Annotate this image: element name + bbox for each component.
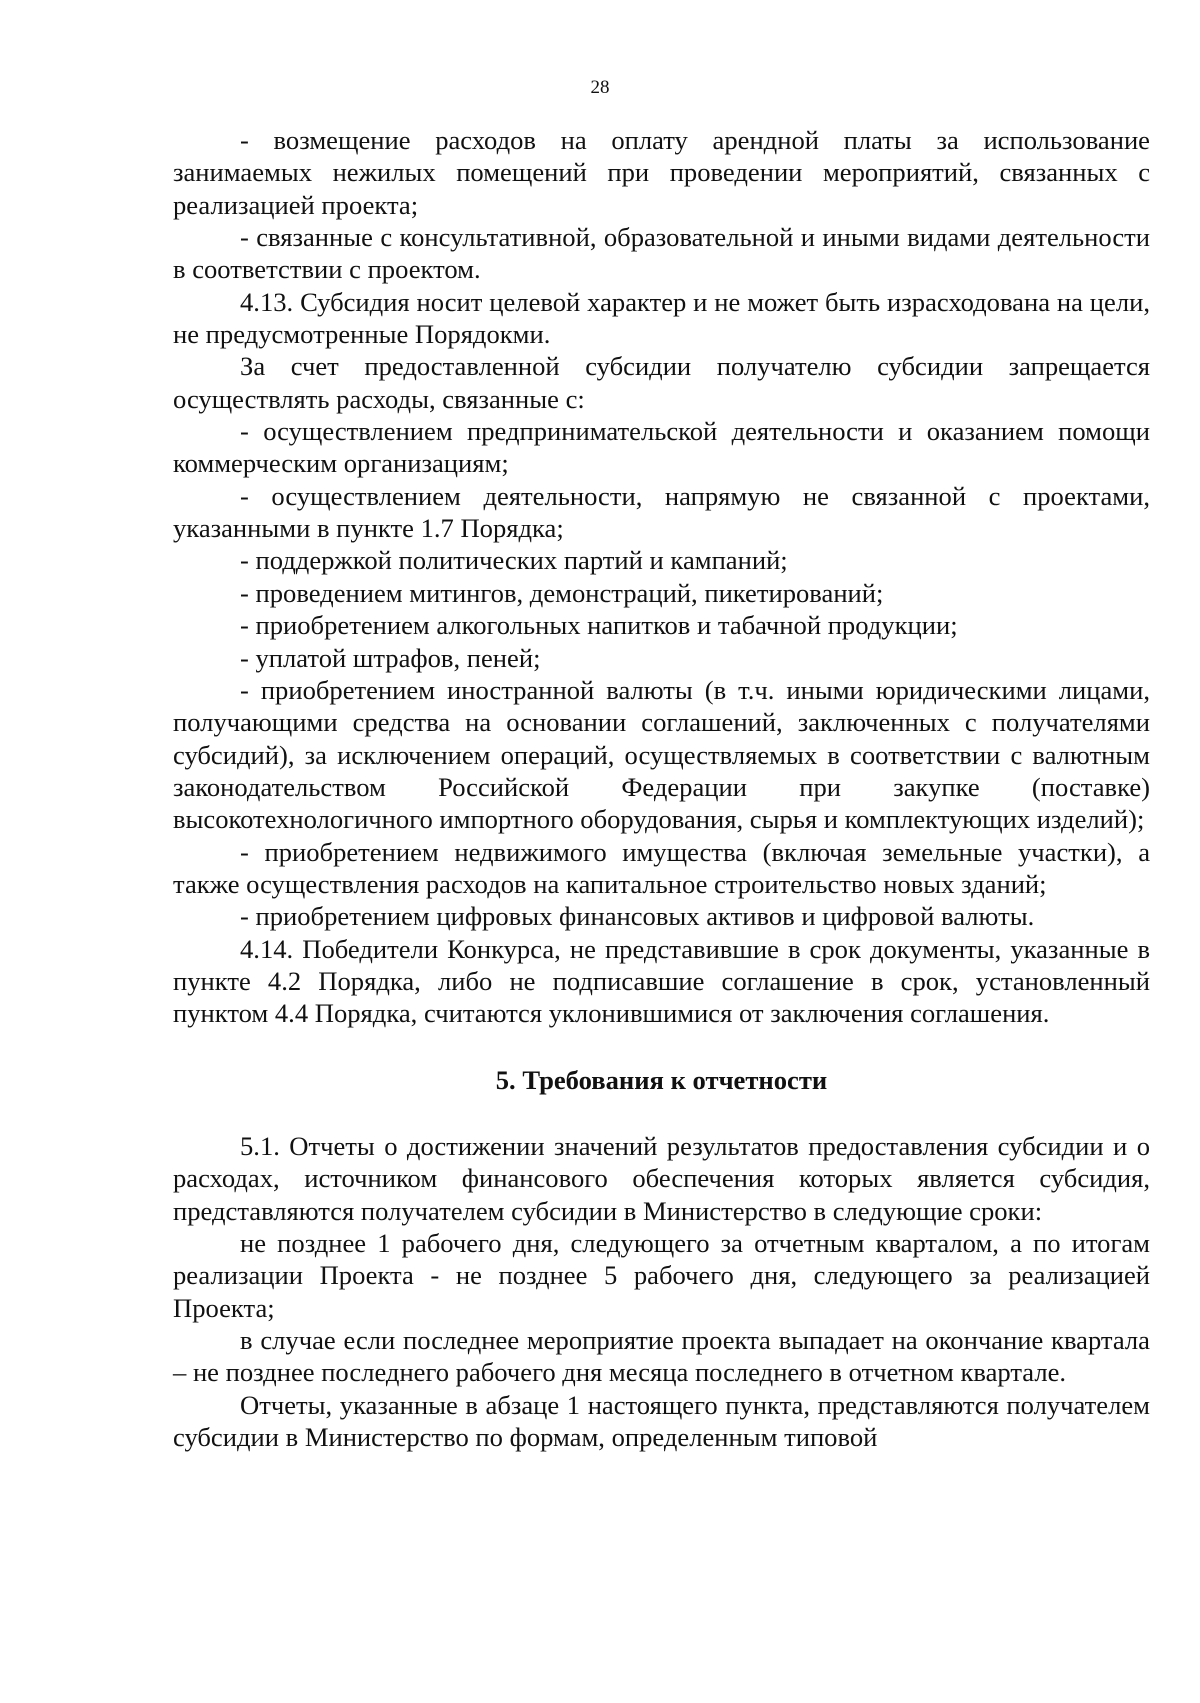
list-item-political-support: - поддержкой политических партий и кампаний; [240,545,788,576]
paragraph-report-forms: Отчеты, указанные в абзаце 1 настоящего пункта, представляются получателем субсидии в Министерство по формам, определенным типовой [173,1389,1150,1453]
paragraph-4-14: 4.14. Победители Конкурса, не представившие в срок документы, указанные в пункте 4.2 Порядка, либо не подписавшие соглашение в срок, установленный пунктом 4.4 Порядка, считаются уклонившимися от заключения соглашения. [173,933,1150,1029]
list-item-digital-assets: - приобретением цифровых финансовых активов и цифровой валюты. [240,901,1035,932]
list-item-fines: - уплатой штрафов, пеней; [240,642,541,673]
paragraph-5-1: 5.1. Отчеты о достижении значений результатов предоставления субсидии и о расходах, источником финансового обеспечения которых является субсидия, представляются получателем субсидии в Министерство в следующие сроки: [173,1130,1150,1226]
paragraph-4-13: 4.13. Субсидия носит целевой характер и не может быть израсходована на цели, не предусмотренные Порядокми. [173,286,1150,350]
list-item-alcohol-tobacco: - приобретением алкогольных напитков и табачной продукции; [240,610,958,641]
paragraph-rent-expenses: - возмещение расходов на оплату арендной платы за использование занимаемых нежилых помещений при проведении мероприятий, связанных с реализацией проекта; [173,125,1150,220]
list-item-real-estate: - приобретением недвижимого имущества (включая земельные участки), а также осуществления расходов на капитальное строительство новых зданий; [173,836,1150,899]
list-item-unrelated-activity: - осуществлением деятельности, напрямую не связанной с проектами, указанными в пункте 1.7 Порядка; [173,480,1150,544]
paragraph-quarterly-deadline: не позднее 1 рабочего дня, следующего за отчетным кварталом, а по итогам реализации Проекта - не позднее 5 рабочего дня, следующего за реализацией Проекта; [173,1228,1150,1323]
page-number: 28 [590,77,610,98]
paragraph-quarter-end-case: в случае если последнее мероприятие проекта выпадает на окончание квартала – не позднее последнего рабочего дня месяца последнего в отчетном квартале. [173,1325,1150,1388]
list-item-rallies: - проведением митингов, демонстраций, пикетирований; [240,577,884,608]
section-title: 5. Требования к отчетности [495,1064,828,1095]
paragraph-prohibited-intro: За счет предоставленной субсидии получателю субсидии запрещается осуществлять расходы, связанные с: [173,351,1150,414]
paragraph-consulting-expenses: - связанные с консультативной, образовательной и иными видами деятельности в соответствии с проектом. [173,222,1150,285]
list-item-business-activity: - осуществлением предпринимательской деятельности и оказанием помощи коммерческим организациям; [173,416,1150,479]
document-body [173,124,1150,1453]
list-item-foreign-currency: - приобретением иностранной валюты (в т.ч. иными юридическими лицами, получающими средства на основании соглашений, заключенных с получателями субсидий), за исключением операций, осуществляемых в соответствии с валютным законодательством Российской Федерации при закупке (поставке) высокотехнологичного импортного оборудования, сырья и комплектующих изделий); [173,674,1150,835]
